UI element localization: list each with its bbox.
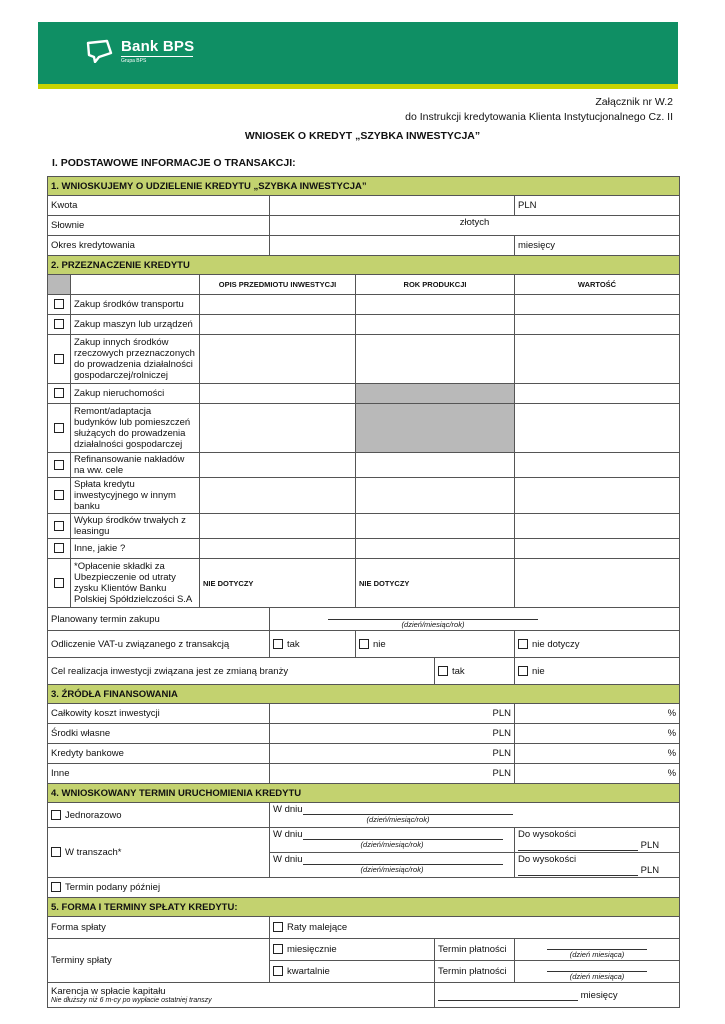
application-form-table <box>47 176 680 1008</box>
tranche-1-amount-line <box>518 850 638 851</box>
purpose-leasing-buyout-label: Wykup środków trwałych z leasingu <box>71 514 200 539</box>
section-4-header: 4. WNIOSKOWANY TERMIN URUCHOMIENIA KREDYTU <box>48 784 680 803</box>
repayment-monthly-label: miesięcznie <box>287 944 337 955</box>
disbursement-tranches-option[interactable] <box>48 828 270 878</box>
grace-period-label: Karencja w spłacie kapitału <box>51 985 166 997</box>
purpose-value-input[interactable] <box>515 295 680 315</box>
repayment-monthly-checkbox[interactable] <box>273 944 283 954</box>
vat-option-yes[interactable] <box>270 631 356 658</box>
repayment-monthly-option[interactable] <box>270 939 435 961</box>
loan-period-input[interactable] <box>270 236 515 256</box>
funding-own-percent[interactable] <box>515 724 680 744</box>
funding-other-pct-sign: % <box>667 768 677 779</box>
purpose-value-input[interactable] <box>515 478 680 514</box>
purchase-date-hint: (dzień/miesiąc/rok) <box>401 620 465 629</box>
section-title: I. PODSTAWOWE INFORMACJE O TRANSAKCJI: <box>52 157 296 169</box>
amount-label: Kwota <box>48 196 270 216</box>
purpose-value-input[interactable] <box>515 315 680 335</box>
tranche-1-currency: PLN <box>640 840 660 851</box>
repayment-decreasing-checkbox[interactable] <box>273 922 283 932</box>
repayment-quarterly-checkbox[interactable] <box>273 966 283 976</box>
attachment-note <box>405 95 673 125</box>
col-production-year: ROK PRODUKCJI <box>356 275 515 295</box>
disbursement-once-option[interactable] <box>48 803 270 828</box>
tranche-2-amount-prefix: Do wysokości <box>518 854 577 865</box>
industry-change-label: Cel realizacja inwestycji związana jest ze zmianą branży <box>48 658 435 685</box>
purpose-value-input[interactable] <box>515 453 680 478</box>
disbursement-once-checkbox[interactable] <box>51 810 61 820</box>
vat-yes-label: tak <box>287 638 300 650</box>
funding-other-label: Inne <box>48 764 270 784</box>
tranche-2-date-hint: (dzień/miesiąc/rok) <box>360 865 424 874</box>
purpose-year-input[interactable] <box>356 539 515 559</box>
attachment-line-2: do Instrukcji kredytowania Klienta Instytucjonalnego Cz. II <box>405 111 673 123</box>
repayment-decreasing-option[interactable] <box>270 917 680 939</box>
quarterly-day-hint: (dzień miesiąca) <box>569 972 625 981</box>
purpose-real-estate-checkbox[interactable] <box>54 388 64 398</box>
once-date-hint: (dzień/miesiąc/rok) <box>366 815 430 824</box>
funding-other-currency: PLN <box>492 768 511 779</box>
industry-change-yes[interactable] <box>435 658 515 685</box>
repayment-quarterly-label: kwartalnie <box>287 966 330 977</box>
purpose-loan-repayment-label: Spłata kredytu inwestycyjnego w innym banku <box>71 478 200 514</box>
disbursement-tranches-checkbox[interactable] <box>51 847 61 857</box>
tranche-1-amount[interactable] <box>515 828 680 853</box>
vat-option-no[interactable] <box>356 631 515 658</box>
grace-period-note: Nie dłuższy niż 6 m-cy po wypłacie ostatniej transzy <box>51 996 212 1004</box>
col-description: OPIS PRZEDMIOTU INWESTYCJI <box>200 275 356 295</box>
disbursement-tranches-label: W transzach* <box>65 847 122 858</box>
purpose-insurance-checkbox[interactable] <box>54 578 64 588</box>
purpose-description-input[interactable] <box>200 514 356 539</box>
funding-bank-currency: PLN <box>492 748 511 759</box>
amount-input[interactable] <box>270 196 515 216</box>
vat-no-checkbox[interactable] <box>359 639 369 649</box>
purpose-description-input[interactable] <box>200 315 356 335</box>
purpose-other-label: Inne, jakie ? <box>71 539 200 559</box>
purpose-header-blank-2 <box>71 275 200 295</box>
purpose-year-input[interactable] <box>356 335 515 384</box>
quarterly-payment-date-field[interactable] <box>515 961 680 983</box>
funding-own-label: Środki własne <box>48 724 270 744</box>
purpose-leasing-buyout-checkbox[interactable] <box>54 521 64 531</box>
purpose-year-input[interactable] <box>356 453 515 478</box>
purpose-value-input[interactable] <box>515 404 680 453</box>
funding-bank-pct-sign: % <box>667 748 677 759</box>
brand-group: Grupa BPS <box>121 56 193 65</box>
purpose-value-input[interactable] <box>515 335 680 384</box>
purpose-description-input[interactable] <box>200 295 356 315</box>
purpose-description-input[interactable] <box>200 478 356 514</box>
purpose-year-input[interactable] <box>356 295 515 315</box>
disbursement-once-date[interactable] <box>270 803 680 828</box>
vat-na-checkbox[interactable] <box>518 639 528 649</box>
purpose-transport-label: Zakup środków transportu <box>71 295 200 315</box>
tranche-1-date[interactable] <box>270 828 515 853</box>
vat-option-na[interactable] <box>515 631 680 658</box>
purpose-year-disabled <box>356 384 515 404</box>
purpose-other-assets-checkbox[interactable] <box>54 354 64 364</box>
section-2-header: 2. PRZEZNACZENIE KREDYTU <box>48 256 680 275</box>
purpose-value-input[interactable] <box>515 559 680 608</box>
amount-currency: PLN <box>515 196 680 216</box>
tranche-1-date-hint: (dzień/miesiąc/rok) <box>360 840 424 849</box>
amount-words-input[interactable] <box>270 216 680 236</box>
funding-own-currency: PLN <box>492 728 511 739</box>
purchase-date-field[interactable] <box>270 608 680 631</box>
disbursement-later-label: Termin podany później <box>65 882 161 893</box>
industry-no-checkbox[interactable] <box>518 666 528 676</box>
insurance-description-na: NIE DOTYCZY <box>200 559 356 608</box>
purpose-other-checkbox[interactable] <box>54 543 64 553</box>
tranche-2-currency: PLN <box>640 865 660 876</box>
funding-total-amount[interactable] <box>270 704 515 724</box>
purpose-loan-repayment-checkbox[interactable] <box>54 490 64 500</box>
purpose-real-estate-label: Zakup nieruchomości <box>71 384 200 404</box>
tranche-2-amount-line <box>518 875 638 876</box>
amount-words-unit: złotych <box>459 217 490 228</box>
once-date-prefix: W dniu <box>273 804 303 815</box>
industry-yes-checkbox[interactable] <box>438 666 448 676</box>
funding-own-amount[interactable] <box>270 724 515 744</box>
grace-period-line <box>438 1000 578 1001</box>
monthly-payment-date-label: Termin płatności <box>435 939 515 961</box>
repayment-decreasing-label: Raty malejące <box>287 922 348 933</box>
bps-logo-icon <box>85 39 115 63</box>
purpose-transport-checkbox[interactable] <box>54 299 64 309</box>
purpose-year-input[interactable] <box>356 315 515 335</box>
funding-bank-amount[interactable] <box>270 744 515 764</box>
repayment-form-label: Forma spłaty <box>48 917 270 939</box>
funding-other-amount[interactable] <box>270 764 515 784</box>
vat-na-label: nie dotyczy <box>532 638 580 650</box>
brand-name: Bank BPS <box>121 38 195 55</box>
purpose-year-input[interactable] <box>356 514 515 539</box>
industry-change-no[interactable] <box>515 658 680 685</box>
purpose-header-blank <box>48 275 71 295</box>
vat-no-label: nie <box>373 638 386 650</box>
purpose-refinancing-checkbox[interactable] <box>54 460 64 470</box>
funding-other-percent[interactable] <box>515 764 680 784</box>
loan-period-unit: miesięcy <box>515 236 680 256</box>
purpose-other-assets-label: Zakup innych środków rzeczowych przeznaczonych do prowadzenia działalności gospodarczej/rolniczej <box>71 335 200 384</box>
col-value: WARTOŚĆ <box>515 275 680 295</box>
disbursement-once-label: Jednorazowo <box>65 809 122 821</box>
funding-total-pct-sign: % <box>667 708 677 719</box>
purpose-description-input[interactable] <box>200 404 356 453</box>
purpose-machines-label: Zakup maszyn lub urządzeń <box>71 315 200 335</box>
industry-no-label: nie <box>532 665 545 677</box>
purpose-value-input[interactable] <box>515 539 680 559</box>
header-accent-line <box>38 84 678 89</box>
section-5-header: 5. FORMA I TERMINY SPŁATY KREDYTU: <box>48 898 680 917</box>
monthly-payment-date-field[interactable] <box>515 939 680 961</box>
purpose-machines-checkbox[interactable] <box>54 319 64 329</box>
funding-total-currency: PLN <box>492 708 511 719</box>
attachment-line-1: Załącznik nr W.2 <box>595 96 673 108</box>
purpose-year-input[interactable] <box>356 478 515 514</box>
purpose-value-input[interactable] <box>515 384 680 404</box>
purpose-value-input[interactable] <box>515 514 680 539</box>
grace-period-unit: miesięcy <box>580 989 618 1001</box>
purpose-description-input[interactable] <box>200 384 356 404</box>
funding-bank-label: Kredyty bankowe <box>48 744 270 764</box>
funding-total-percent[interactable] <box>515 704 680 724</box>
purpose-description-input[interactable] <box>200 453 356 478</box>
disbursement-later-checkbox[interactable] <box>51 882 61 892</box>
vat-label: Odliczenie VAT-u związanego z transakcją <box>48 631 270 658</box>
purpose-description-input[interactable] <box>200 539 356 559</box>
repayment-terms-label: Terminy spłaty <box>48 939 270 983</box>
purpose-renovation-label: Remont/adaptacja budynków lub pomieszczeń służących do prowadzenia działalności gospodarczej <box>71 404 200 453</box>
funding-own-pct-sign: % <box>667 728 677 739</box>
monthly-day-hint: (dzień miesiąca) <box>569 950 625 959</box>
grace-period-field[interactable] <box>435 983 680 1008</box>
purpose-insurance-label: *Opłacenie składki za Ubezpieczenie od utraty zysku Klientów Banku Polskiej Spółdzielczości S.A <box>71 559 200 608</box>
tranche-2-date[interactable] <box>270 853 515 878</box>
quarterly-payment-date-label: Termin płatności <box>435 961 515 983</box>
tranche-1-amount-prefix: Do wysokości <box>518 829 577 840</box>
page-title: WNIOSEK O KREDYT „SZYBKA INWESTYCJA” <box>244 130 481 142</box>
section-1-header: 1. WNIOSKUJEMY O UDZIELENIE KREDYTU „SZYBKA INWESTYCJA” <box>48 177 680 196</box>
tranche-1-date-prefix: W dniu <box>273 829 303 840</box>
tranche-2-amount[interactable] <box>515 853 680 878</box>
funding-bank-percent[interactable] <box>515 744 680 764</box>
purchase-date-label: Planowany termin zakupu <box>48 608 270 631</box>
grace-period-label-cell <box>48 983 435 1008</box>
purpose-year-disabled <box>356 404 515 453</box>
bank-logo <box>85 39 194 65</box>
insurance-year-na: NIE DOTYCZY <box>356 559 515 608</box>
section-3-header: 3. ŹRÓDŁA FINANSOWANIA <box>48 685 680 704</box>
loan-period-label: Okres kredytowania <box>48 236 270 256</box>
funding-total-label: Całkowity koszt inwestycji <box>48 704 270 724</box>
purpose-renovation-checkbox[interactable] <box>54 423 64 433</box>
purpose-description-input[interactable] <box>200 335 356 384</box>
disbursement-later-option[interactable] <box>48 878 680 898</box>
industry-yes-label: tak <box>452 665 465 677</box>
tranche-2-date-prefix: W dniu <box>273 854 303 865</box>
amount-words-label: Słownie <box>48 216 270 236</box>
purpose-refinancing-label: Refinansowanie nakładów na ww. cele <box>71 453 200 478</box>
vat-yes-checkbox[interactable] <box>273 639 283 649</box>
repayment-quarterly-option[interactable] <box>270 961 435 983</box>
